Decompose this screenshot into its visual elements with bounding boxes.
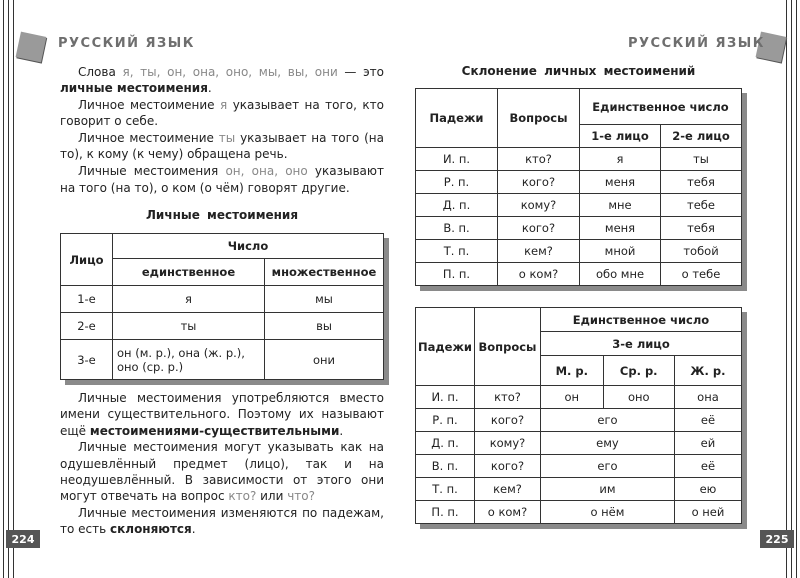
col-number: Число xyxy=(113,234,384,259)
col-singular: Единственное число xyxy=(580,89,742,125)
table-cell: мы xyxy=(265,286,384,313)
table-row xyxy=(61,313,384,340)
col-case: Падежи xyxy=(416,89,498,148)
table-cell: кому? xyxy=(498,194,580,217)
table-cell: о нём xyxy=(540,501,674,524)
table-cell: кто? xyxy=(474,386,540,409)
right-page-number: 225 xyxy=(760,530,794,548)
table-cell: меня xyxy=(580,171,661,194)
intro-paragraph: Личные местоимения он, она, оно указывают на того (на то), о ком (о чём) говорят другие. xyxy=(60,164,384,195)
table-cell: 3-е xyxy=(61,340,113,380)
col-second-person: 2-е лицо xyxy=(661,125,742,148)
declension-table-1-2 xyxy=(415,88,742,286)
right-header-title: РУССКИЙ ЯЗЫК xyxy=(628,36,765,51)
table-row xyxy=(416,478,742,501)
col-neuter: Ср. р. xyxy=(603,356,674,386)
table-cell: ею xyxy=(674,478,741,501)
table-row xyxy=(416,386,742,409)
table-cell: кем? xyxy=(474,478,540,501)
table-cell: П. п. xyxy=(416,263,498,286)
outro-paragraph: Личные местоимения употребляются вместо имени существительного. Поэтому их называют ещё местоимениями-существительными. xyxy=(60,391,384,438)
table-cell: Р. п. xyxy=(416,171,498,194)
col-person: Лицо xyxy=(61,234,113,286)
declension-table-3 xyxy=(415,307,742,524)
table-cell: о тебе xyxy=(661,263,742,286)
right-table-caption: Склонение личных местоимений xyxy=(461,64,696,78)
table-cell: я xyxy=(113,286,265,313)
col-masculine: М. р. xyxy=(540,356,603,386)
table-cell: он (м. р.), она (ж. р.), оно (ср. р.) xyxy=(113,340,265,380)
table-row xyxy=(61,286,384,313)
table-row xyxy=(416,455,742,478)
left-table-caption: Личные местоимения xyxy=(145,208,299,222)
col-first-person: 1-е лицо xyxy=(580,125,661,148)
table-cell: о ком? xyxy=(474,501,540,524)
table-cell: кого? xyxy=(498,171,580,194)
table-cell: кому? xyxy=(474,432,540,455)
table-cell: Р. п. xyxy=(416,409,475,432)
table-cell: тебя xyxy=(661,217,742,240)
table-cell: я xyxy=(580,148,661,171)
intro-paragraph: Слова я, ты, он, она, оно, мы, вы, они — это личные местоимения. xyxy=(60,65,385,96)
table-row xyxy=(416,501,742,524)
col-plural: множественное xyxy=(265,259,384,286)
intro-paragraph: Личное местоимение ты указывает на того (на то), к кому (к чему) обращена речь. xyxy=(60,131,384,162)
col-third-person: 3-е лицо xyxy=(540,332,741,356)
table-cell: И. п. xyxy=(416,148,498,171)
table-cell: она xyxy=(674,386,741,409)
table-row xyxy=(416,240,742,263)
table-cell: П. п. xyxy=(416,501,475,524)
table-cell: ты xyxy=(661,148,742,171)
table-cell: Д. п. xyxy=(416,432,475,455)
left-header-title: РУССКИЙ ЯЗЫК xyxy=(58,36,195,51)
table-cell: его xyxy=(540,455,674,478)
table-cell: они xyxy=(265,340,384,380)
outro-text xyxy=(60,390,384,538)
table-cell: кого? xyxy=(474,455,540,478)
table-cell: 1-е xyxy=(61,286,113,313)
table-cell: кого? xyxy=(474,409,540,432)
table-cell: о ком? xyxy=(498,263,580,286)
left-page-number: 224 xyxy=(6,530,40,548)
table-row xyxy=(416,194,742,217)
table-cell: им xyxy=(540,478,674,501)
corner-square-icon xyxy=(16,32,47,63)
table-row xyxy=(416,217,742,240)
intro-text xyxy=(60,64,384,196)
table-cell: меня xyxy=(580,217,661,240)
pronouns-table xyxy=(60,233,384,380)
table-cell: 2-е xyxy=(61,313,113,340)
table-cell: кем? xyxy=(498,240,580,263)
table-cell: обо мне xyxy=(580,263,661,286)
table-cell: оно xyxy=(603,386,674,409)
col-feminine: Ж. р. xyxy=(674,356,741,386)
table-cell: тобой xyxy=(661,240,742,263)
col-singular: единственное xyxy=(113,259,265,286)
table-cell: И. п. xyxy=(416,386,475,409)
table-cell: её xyxy=(674,455,741,478)
table-row xyxy=(61,340,384,380)
table-row xyxy=(416,263,742,286)
col-question: Вопросы xyxy=(474,308,540,386)
outro-paragraph: Личные местоимения изменяются по падежам, то есть склоняются. xyxy=(60,506,384,537)
table-row xyxy=(416,432,742,455)
table-cell: кого? xyxy=(498,217,580,240)
table-cell: вы xyxy=(265,313,384,340)
table-cell: тебе xyxy=(661,194,742,217)
table-cell: ему xyxy=(540,432,674,455)
table-cell: мне xyxy=(580,194,661,217)
col-singular: Единственное число xyxy=(540,308,741,332)
table-cell: кто? xyxy=(498,148,580,171)
table-cell: её xyxy=(674,409,741,432)
intro-paragraph: Личное местоимение я указывает на того, кто говорит о себе. xyxy=(60,98,384,129)
table-cell: В. п. xyxy=(416,217,498,240)
table-cell: В. п. xyxy=(416,455,475,478)
table-cell: тебя xyxy=(661,171,742,194)
table-cell: его xyxy=(540,409,674,432)
table-row xyxy=(416,409,742,432)
right-binding-lines xyxy=(780,0,800,578)
table-cell: Т. п. xyxy=(416,478,475,501)
left-binding-lines xyxy=(0,0,20,578)
outro-paragraph: Личные местоимения могут указывать как на одушевлённый предмет (лицо), так и на неодушевлённый. В зависимости от этого они могут отвечать на вопрос кто? или что? xyxy=(60,440,384,504)
table-cell: о ней xyxy=(674,501,741,524)
table-cell: он xyxy=(540,386,603,409)
table-cell: ты xyxy=(113,313,265,340)
col-question: Вопросы xyxy=(498,89,580,148)
table-cell: ей xyxy=(674,432,741,455)
table-cell: Д. п. xyxy=(416,194,498,217)
table-cell: мной xyxy=(580,240,661,263)
col-case: Падежи xyxy=(416,308,475,386)
table-cell: Т. п. xyxy=(416,240,498,263)
table-row xyxy=(416,148,742,171)
table-row xyxy=(416,171,742,194)
